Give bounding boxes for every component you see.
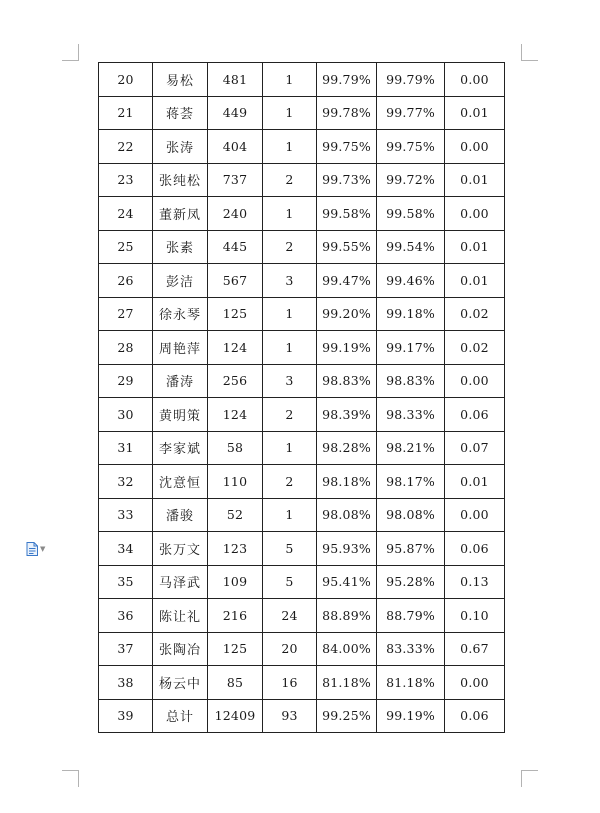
rate-second-cell: 99.54% [377, 230, 445, 264]
crop-mark-bottom-right [521, 770, 538, 787]
row-index-cell: 24 [99, 197, 153, 231]
count-cell: 20 [263, 632, 317, 666]
table-row [99, 666, 505, 700]
rate-first-cell: 99.73% [317, 163, 377, 197]
total-cell: 216 [208, 599, 263, 633]
count-cell: 2 [263, 398, 317, 432]
row-index-cell: 34 [99, 532, 153, 566]
rate-first-cell: 88.89% [317, 599, 377, 633]
row-index-cell: 35 [99, 565, 153, 599]
rate-first-cell: 98.18% [317, 465, 377, 499]
name-cell: 董新凤 [153, 197, 208, 231]
difference-cell: 0.06 [445, 398, 505, 432]
rate-first-cell: 99.55% [317, 230, 377, 264]
total-cell: 124 [208, 331, 263, 365]
difference-cell: 0.01 [445, 264, 505, 298]
count-cell: 3 [263, 264, 317, 298]
rate-first-cell: 99.58% [317, 197, 377, 231]
count-cell: 1 [263, 130, 317, 164]
table-row [99, 699, 505, 733]
total-cell: 125 [208, 632, 263, 666]
difference-cell: 0.00 [445, 130, 505, 164]
rate-second-cell: 98.33% [377, 398, 445, 432]
count-cell: 24 [263, 599, 317, 633]
difference-cell: 0.02 [445, 297, 505, 331]
rate-first-cell: 84.00% [317, 632, 377, 666]
row-index-cell: 25 [99, 230, 153, 264]
count-cell: 1 [263, 63, 317, 97]
rate-second-cell: 95.28% [377, 565, 445, 599]
count-cell: 1 [263, 331, 317, 365]
table-row [99, 130, 505, 164]
total-cell: 123 [208, 532, 263, 566]
total-cell: 124 [208, 398, 263, 432]
count-cell: 5 [263, 565, 317, 599]
table-row [99, 431, 505, 465]
crop-mark-top-right [521, 44, 538, 61]
difference-cell: 0.02 [445, 331, 505, 365]
name-cell: 沈意恒 [153, 465, 208, 499]
table-row [99, 96, 505, 130]
name-cell: 杨云中 [153, 666, 208, 700]
total-cell: 240 [208, 197, 263, 231]
table-row [99, 264, 505, 298]
name-cell: 易松 [153, 63, 208, 97]
rate-second-cell: 99.58% [377, 197, 445, 231]
name-cell: 潘涛 [153, 364, 208, 398]
difference-cell: 0.00 [445, 498, 505, 532]
difference-cell: 0.00 [445, 197, 505, 231]
total-cell: 567 [208, 264, 263, 298]
rate-second-cell: 99.17% [377, 331, 445, 365]
row-index-cell: 23 [99, 163, 153, 197]
name-cell: 蒋荟 [153, 96, 208, 130]
name-cell: 张陶冶 [153, 632, 208, 666]
count-cell: 2 [263, 163, 317, 197]
rate-second-cell: 99.75% [377, 130, 445, 164]
table-row [99, 565, 505, 599]
count-cell: 1 [263, 96, 317, 130]
row-index-cell: 33 [99, 498, 153, 532]
row-index-cell: 28 [99, 331, 153, 365]
table-row [99, 532, 505, 566]
rate-first-cell: 99.78% [317, 96, 377, 130]
difference-cell: 0.67 [445, 632, 505, 666]
rate-first-cell: 99.79% [317, 63, 377, 97]
total-cell: 58 [208, 431, 263, 465]
rate-first-cell: 99.75% [317, 130, 377, 164]
rate-second-cell: 99.19% [377, 699, 445, 733]
results-table [98, 62, 505, 733]
rate-second-cell: 83.33% [377, 632, 445, 666]
crop-mark-bottom-left [62, 770, 79, 787]
count-cell: 93 [263, 699, 317, 733]
row-index-cell: 36 [99, 599, 153, 633]
difference-cell: 0.06 [445, 532, 505, 566]
rate-second-cell: 98.17% [377, 465, 445, 499]
row-index-cell: 22 [99, 130, 153, 164]
name-cell: 潘骏 [153, 498, 208, 532]
table-row [99, 632, 505, 666]
total-cell: 85 [208, 666, 263, 700]
difference-cell: 0.13 [445, 565, 505, 599]
table-row [99, 599, 505, 633]
row-index-cell: 29 [99, 364, 153, 398]
row-index-cell: 31 [99, 431, 153, 465]
rate-first-cell: 99.25% [317, 699, 377, 733]
total-cell: 52 [208, 498, 263, 532]
row-index-cell: 32 [99, 465, 153, 499]
rate-first-cell: 98.08% [317, 498, 377, 532]
row-index-cell: 27 [99, 297, 153, 331]
rate-first-cell: 81.18% [317, 666, 377, 700]
count-cell: 2 [263, 465, 317, 499]
total-cell: 125 [208, 297, 263, 331]
row-index-cell: 39 [99, 699, 153, 733]
name-cell: 马泽武 [153, 565, 208, 599]
difference-cell: 0.00 [445, 666, 505, 700]
table-row [99, 197, 505, 231]
row-index-cell: 20 [99, 63, 153, 97]
table-row [99, 230, 505, 264]
count-cell: 16 [263, 666, 317, 700]
rate-first-cell: 95.93% [317, 532, 377, 566]
name-cell: 总计 [153, 699, 208, 733]
table-row [99, 364, 505, 398]
name-cell: 陈让礼 [153, 599, 208, 633]
table-row [99, 498, 505, 532]
difference-cell: 0.01 [445, 465, 505, 499]
rate-first-cell: 98.39% [317, 398, 377, 432]
total-cell: 109 [208, 565, 263, 599]
name-cell: 彭洁 [153, 264, 208, 298]
rate-first-cell: 99.19% [317, 331, 377, 365]
total-cell: 481 [208, 63, 263, 97]
table-row [99, 331, 505, 365]
name-cell: 张素 [153, 230, 208, 264]
table-row [99, 63, 505, 97]
difference-cell: 0.00 [445, 63, 505, 97]
difference-cell: 0.06 [445, 699, 505, 733]
name-cell: 张涛 [153, 130, 208, 164]
row-index-cell: 38 [99, 666, 153, 700]
rate-second-cell: 99.77% [377, 96, 445, 130]
count-cell: 1 [263, 431, 317, 465]
difference-cell: 0.10 [445, 599, 505, 633]
name-cell: 黄明策 [153, 398, 208, 432]
total-cell: 445 [208, 230, 263, 264]
difference-cell: 0.00 [445, 364, 505, 398]
table-body [99, 63, 505, 733]
total-cell: 737 [208, 163, 263, 197]
name-cell: 李家斌 [153, 431, 208, 465]
total-cell: 12409 [208, 699, 263, 733]
rate-second-cell: 99.79% [377, 63, 445, 97]
difference-cell: 0.01 [445, 163, 505, 197]
rate-second-cell: 88.79% [377, 599, 445, 633]
count-cell: 3 [263, 364, 317, 398]
row-index-cell: 37 [99, 632, 153, 666]
paragraph-options-button[interactable] [26, 542, 52, 556]
count-cell: 1 [263, 297, 317, 331]
name-cell: 徐永琴 [153, 297, 208, 331]
table-row [99, 465, 505, 499]
total-cell: 110 [208, 465, 263, 499]
rate-second-cell: 98.08% [377, 498, 445, 532]
table-row [99, 398, 505, 432]
table-row [99, 163, 505, 197]
count-cell: 1 [263, 197, 317, 231]
rate-second-cell: 99.72% [377, 163, 445, 197]
row-index-cell: 30 [99, 398, 153, 432]
total-cell: 256 [208, 364, 263, 398]
rate-first-cell: 99.47% [317, 264, 377, 298]
rate-first-cell: 98.28% [317, 431, 377, 465]
rate-first-cell: 95.41% [317, 565, 377, 599]
name-cell: 张万文 [153, 532, 208, 566]
rate-second-cell: 99.18% [377, 297, 445, 331]
rate-second-cell: 81.18% [377, 666, 445, 700]
rate-second-cell: 98.83% [377, 364, 445, 398]
difference-cell: 0.01 [445, 96, 505, 130]
difference-cell: 0.07 [445, 431, 505, 465]
total-cell: 449 [208, 96, 263, 130]
total-cell: 404 [208, 130, 263, 164]
row-index-cell: 26 [99, 264, 153, 298]
rate-second-cell: 99.46% [377, 264, 445, 298]
rate-first-cell: 99.20% [317, 297, 377, 331]
count-cell: 2 [263, 230, 317, 264]
table-row [99, 297, 505, 331]
rate-second-cell: 98.21% [377, 431, 445, 465]
count-cell: 5 [263, 532, 317, 566]
row-index-cell: 21 [99, 96, 153, 130]
name-cell: 周艳萍 [153, 331, 208, 365]
name-cell: 张纯松 [153, 163, 208, 197]
count-cell: 1 [263, 498, 317, 532]
difference-cell: 0.01 [445, 230, 505, 264]
rate-second-cell: 95.87% [377, 532, 445, 566]
caret-down-icon: ▼ [40, 544, 46, 553]
rate-first-cell: 98.83% [317, 364, 377, 398]
crop-mark-top-left [62, 44, 79, 61]
document-icon [26, 542, 38, 556]
